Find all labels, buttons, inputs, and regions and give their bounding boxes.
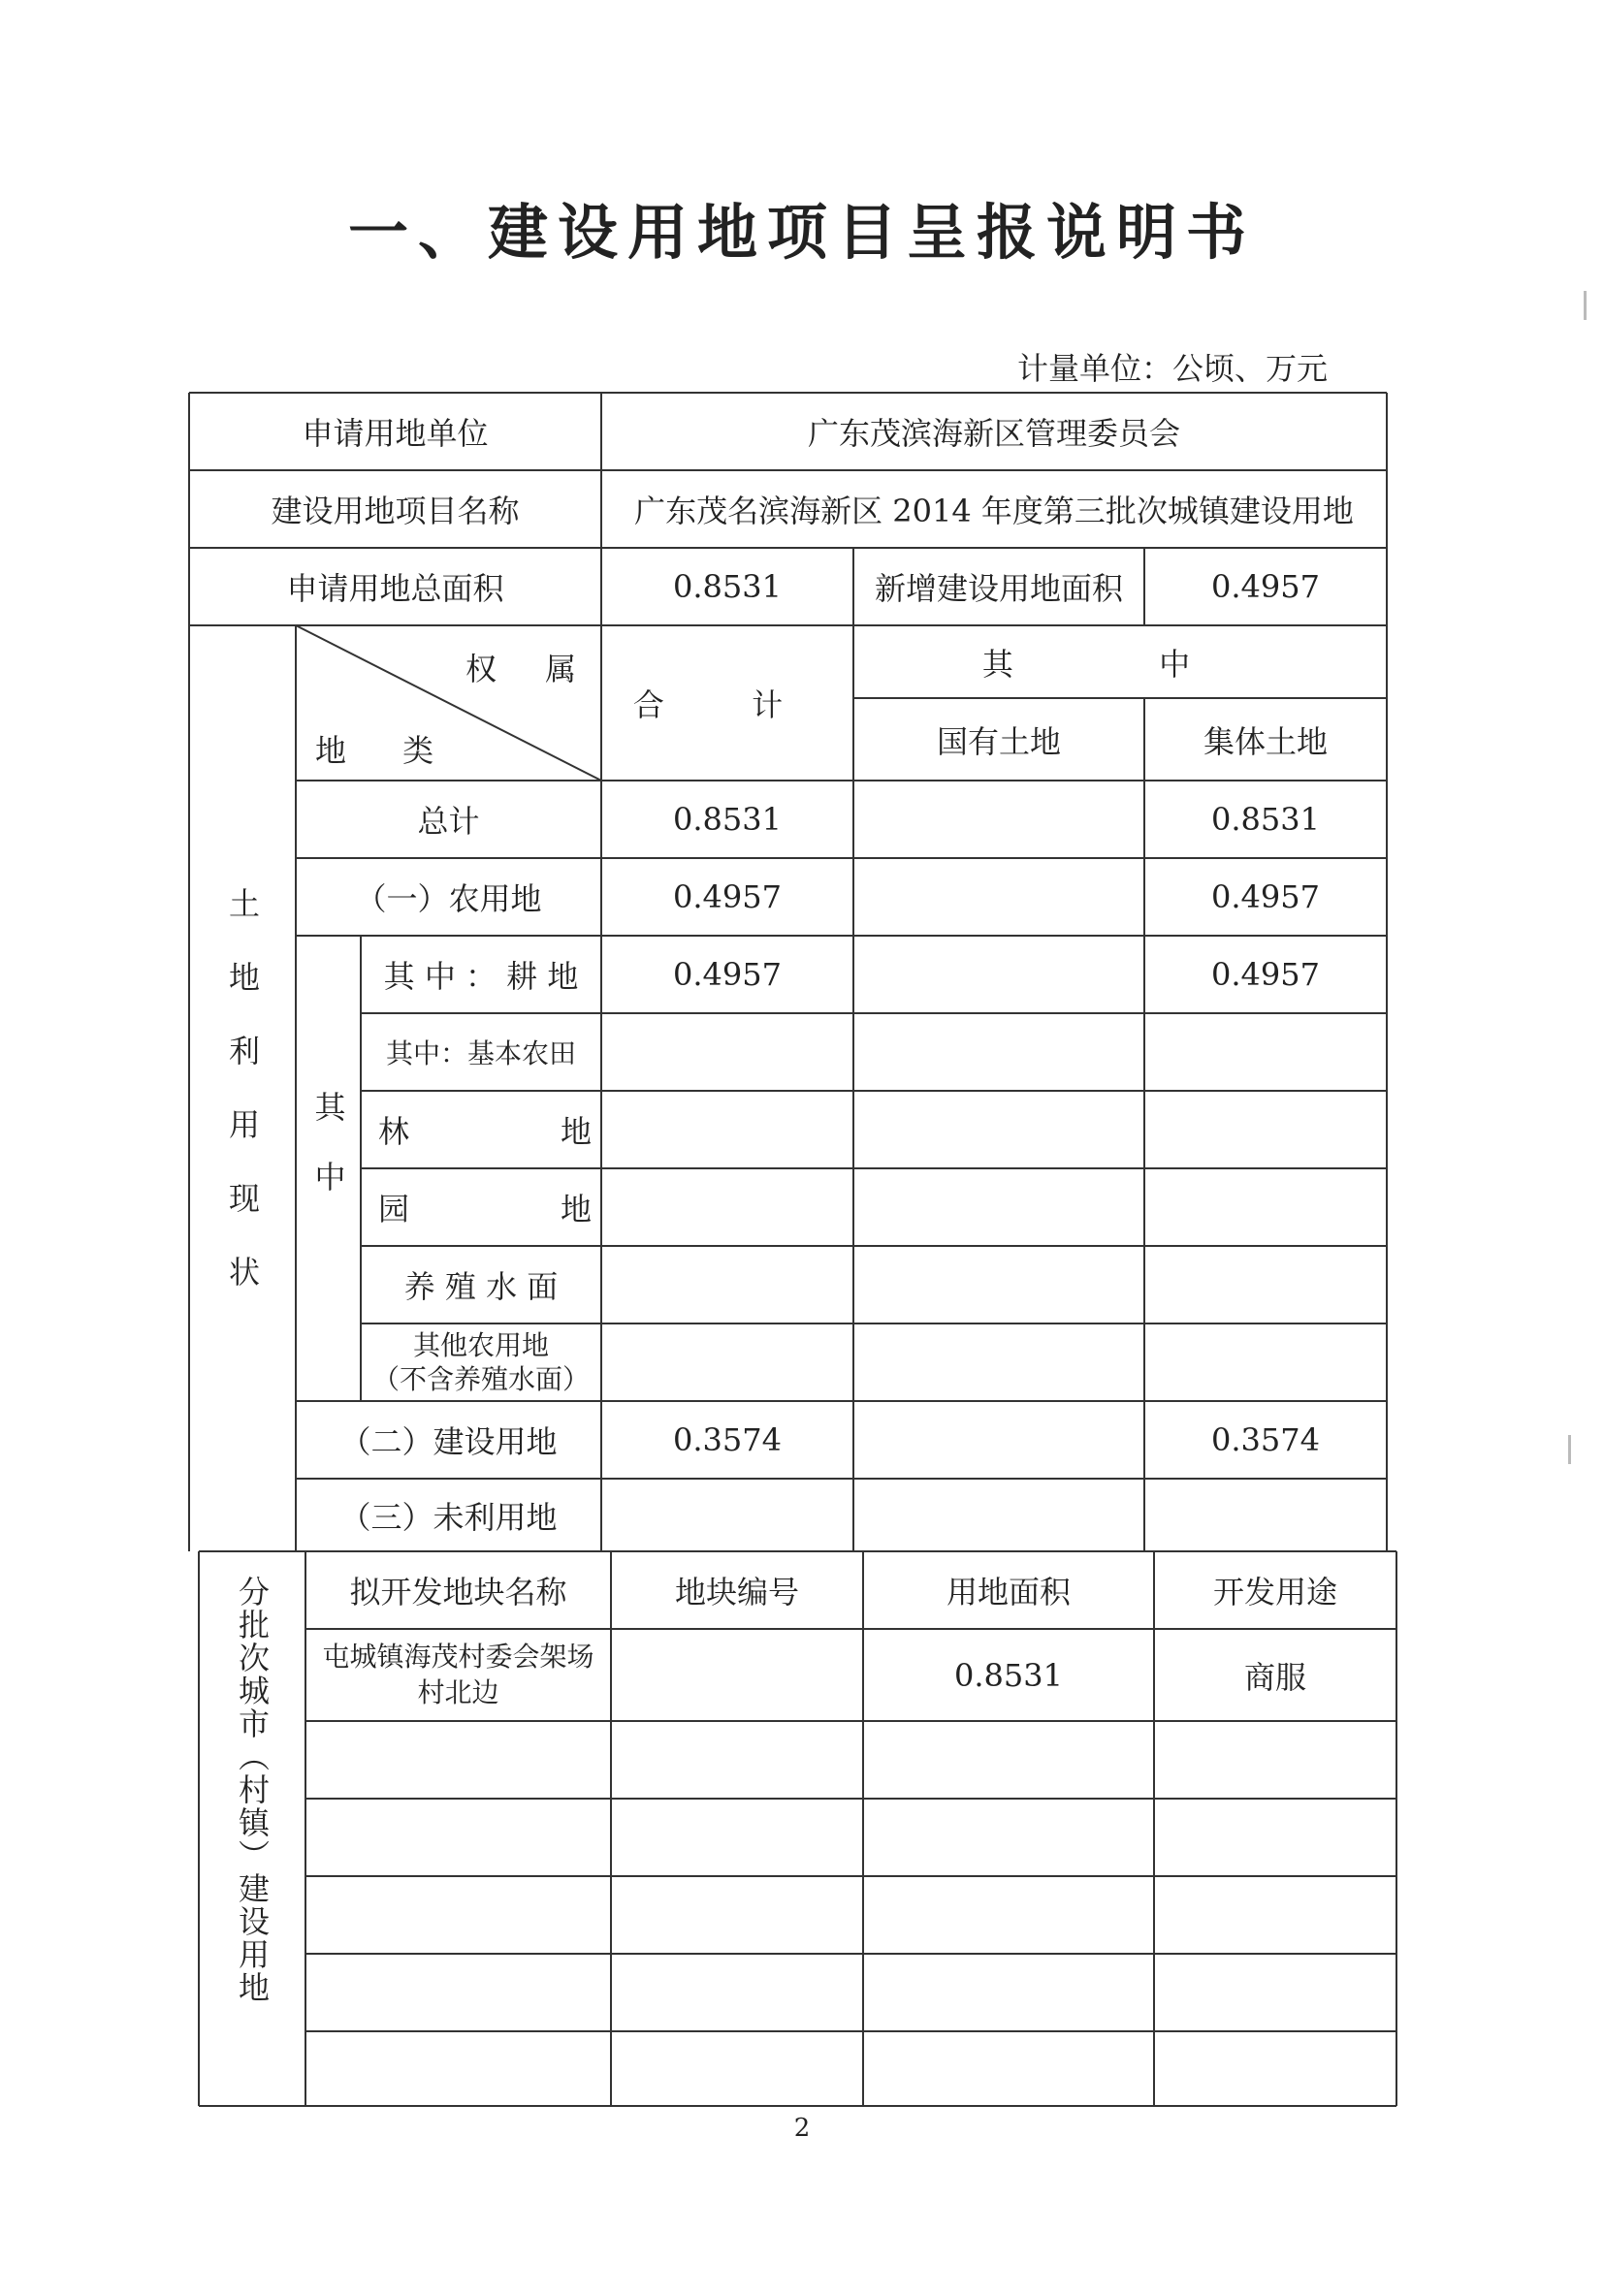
row-orchard-label xyxy=(378,1168,592,1246)
applicant-value: 广东茂滨海新区管理委员会 xyxy=(807,415,1180,452)
among-vertical-text: 其中 xyxy=(309,1091,347,1230)
row-other-agri-line2: （不含养殖水面） xyxy=(371,1363,590,1395)
row-forest-total xyxy=(601,1091,853,1168)
row-unused-collective xyxy=(1144,1479,1387,1551)
state-land-header: 国有土地 xyxy=(936,722,1061,760)
row-total-label: 总计 xyxy=(417,803,480,840)
batch-row-1-name: 屯城镇海茂村委会架场村北边 xyxy=(322,1641,594,1708)
batch-header-area: 用地面积 xyxy=(946,1574,1071,1610)
among-vertical-label xyxy=(296,1091,361,1230)
batch-header-number: 地块编号 xyxy=(674,1574,799,1610)
row-cultivated-label: 其 中 ： 耕 地 xyxy=(383,958,579,995)
row-cultivated-collective: 0.4957 xyxy=(1211,956,1320,993)
new-area-label: 新增建设用地面积 xyxy=(874,570,1123,607)
batch-row-1-use: 商服 xyxy=(1243,1658,1306,1696)
batch-row-1-area: 0.8531 xyxy=(954,1656,1063,1694)
scan-mark xyxy=(1584,291,1587,320)
total-area-label: 申请用地总面积 xyxy=(286,570,504,607)
row-other-agri-total xyxy=(601,1323,853,1401)
diag-header-top: 权 属 xyxy=(465,651,596,687)
diag-header-bottom: 地 类 xyxy=(315,732,458,769)
row-orchard-label-b: 地 xyxy=(560,1191,592,1228)
row-total-state xyxy=(853,781,1144,858)
among-header: 其 中 xyxy=(981,645,1259,683)
row-agri-label: （一）农用地 xyxy=(355,880,542,917)
row-forest-label-b: 地 xyxy=(560,1113,592,1150)
row-forest-label xyxy=(378,1091,592,1168)
land-use-section-label xyxy=(189,887,296,1329)
row-forest-state xyxy=(853,1091,1144,1168)
row-other-agri-label xyxy=(361,1323,601,1401)
row-orchard-collective xyxy=(1144,1168,1387,1246)
row-cultivated-total: 0.4957 xyxy=(673,956,782,993)
row-basic-farmland-collective xyxy=(1144,1013,1387,1091)
row-agri-total: 0.4957 xyxy=(673,878,782,915)
batch-section-text: 分批次城市（村镇）建设用地 xyxy=(234,1576,271,2004)
batch-header-use: 开发用途 xyxy=(1212,1574,1337,1610)
collective-land-header: 集体土地 xyxy=(1203,722,1328,760)
row-orchard-state xyxy=(853,1168,1144,1246)
row-other-agri-state xyxy=(853,1323,1144,1401)
applicant-label: 申请用地单位 xyxy=(302,415,489,452)
batch-row-1-number xyxy=(611,1629,863,1721)
row-total-collective: 0.8531 xyxy=(1211,801,1320,838)
row-construction-collective: 0.3574 xyxy=(1211,1421,1320,1458)
row-unused-state xyxy=(853,1479,1144,1551)
row-basic-farmland-label: 其中：基本农田 xyxy=(385,1037,576,1069)
total-col-header: 合 计 xyxy=(632,686,822,723)
row-agri-collective: 0.4957 xyxy=(1211,878,1320,915)
row-construction-label: （二）建设用地 xyxy=(339,1423,558,1460)
row-orchard-total xyxy=(601,1168,853,1246)
project-label: 建设用地项目名称 xyxy=(271,493,520,529)
row-basic-farmland-state xyxy=(853,1013,1144,1091)
page-title: 一、建设用地项目呈报说明书 xyxy=(347,197,1256,268)
unit-note: 计量单位：公顷、万元 xyxy=(1016,350,1328,387)
row-aquaculture-state xyxy=(853,1246,1144,1323)
row-construction-total: 0.3574 xyxy=(673,1421,782,1458)
land-use-section-text: 土地利用现状 xyxy=(224,887,261,1329)
batch-section-label xyxy=(199,1576,305,2004)
project-value: 广东茂名滨海新区 2014 年度第三批次城镇建设用地 xyxy=(634,493,1354,529)
row-aquaculture-label: 养 殖 水 面 xyxy=(403,1268,559,1305)
row-total-total: 0.8531 xyxy=(673,801,782,838)
row-cultivated-state xyxy=(853,936,1144,1013)
scan-mark xyxy=(1568,1435,1571,1464)
row-construction-state xyxy=(853,1401,1144,1479)
row-other-agri-collective xyxy=(1144,1323,1387,1401)
total-area-value: 0.8531 xyxy=(673,568,782,605)
row-unused-label: （三）未利用地 xyxy=(339,1498,558,1536)
new-area-value: 0.4957 xyxy=(1211,568,1320,605)
row-forest-collective xyxy=(1144,1091,1387,1168)
row-orchard-label-a: 园 xyxy=(378,1191,410,1228)
row-aquaculture-collective xyxy=(1144,1246,1387,1323)
row-unused-total xyxy=(601,1479,853,1551)
page-number: 2 xyxy=(793,2114,811,2143)
batch-header-name: 拟开发地块名称 xyxy=(349,1574,567,1610)
row-forest-label-a: 林 xyxy=(378,1113,410,1150)
row-aquaculture-total xyxy=(601,1246,853,1323)
row-basic-farmland-total xyxy=(601,1013,853,1091)
row-agri-state xyxy=(853,858,1144,936)
row-other-agri-line1: 其他农用地 xyxy=(412,1329,549,1361)
